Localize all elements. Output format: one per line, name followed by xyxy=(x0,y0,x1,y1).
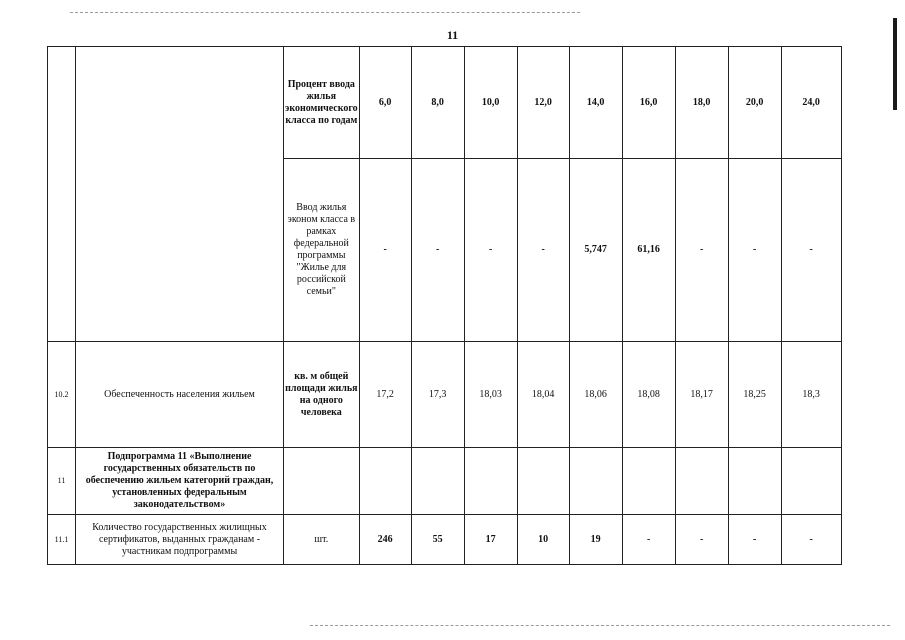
value-cell: 18,25 xyxy=(728,342,781,448)
value-cell: 24,0 xyxy=(781,47,841,159)
value-cell xyxy=(517,448,569,515)
value-cell: 14,0 xyxy=(569,47,622,159)
value-cell xyxy=(359,448,411,515)
value-cell: 17,2 xyxy=(359,342,411,448)
value-cell: 6,0 xyxy=(359,47,411,159)
page-number: 11 xyxy=(446,28,459,42)
table-row xyxy=(48,448,842,515)
table-row xyxy=(48,47,842,159)
unit-cell: шт. xyxy=(284,515,360,565)
value-cell: 18,08 xyxy=(622,342,675,448)
subprogram-title-cell: Подпрограмма 11 «Выполнение государственных обязательств по обеспечению жильем категорий граждан, установленных федеральным законодательством» xyxy=(76,448,284,515)
value-cell: 246 xyxy=(359,515,411,565)
value-cell: 16,0 xyxy=(622,47,675,159)
value-cell: - xyxy=(517,159,569,342)
row-number-cell xyxy=(48,47,76,342)
value-cell xyxy=(675,448,728,515)
value-cell: 18,06 xyxy=(569,342,622,448)
indicator-table xyxy=(47,46,842,565)
value-cell xyxy=(781,448,841,515)
value-cell: 18,04 xyxy=(517,342,569,448)
scan-artifact-top xyxy=(70,12,580,14)
value-cell: 10,0 xyxy=(464,47,517,159)
value-cell: 10 xyxy=(517,515,569,565)
value-cell: - xyxy=(728,159,781,342)
indicator-name-cell: Обеспеченность населения жильем xyxy=(76,342,284,448)
value-cell: 5,747 xyxy=(569,159,622,342)
value-cell: - xyxy=(781,159,841,342)
value-cell xyxy=(622,448,675,515)
value-cell: 17,3 xyxy=(411,342,464,448)
value-cell: - xyxy=(464,159,517,342)
value-cell: 18,0 xyxy=(675,47,728,159)
value-cell: - xyxy=(411,159,464,342)
row-number-cell: 11.1 xyxy=(48,515,76,565)
value-cell xyxy=(464,448,517,515)
value-cell: - xyxy=(675,159,728,342)
value-cell: 20,0 xyxy=(728,47,781,159)
value-cell: - xyxy=(781,515,841,565)
indicator-name-cell: Количество государственных жилищных сертификатов, выданных гражданам - участникам подпрограммы xyxy=(76,515,284,565)
value-cell: 61,16 xyxy=(622,159,675,342)
value-cell: - xyxy=(728,515,781,565)
unit-cell: Ввод жилья эконом класса в рамках федеральной программы "Жилье для российской семьи" xyxy=(284,159,360,342)
value-cell: - xyxy=(675,515,728,565)
value-cell: - xyxy=(359,159,411,342)
value-cell: 55 xyxy=(411,515,464,565)
indicator-name-cell xyxy=(76,47,284,342)
value-cell: 19 xyxy=(569,515,622,565)
value-cell: 8,0 xyxy=(411,47,464,159)
value-cell xyxy=(569,448,622,515)
value-cell: 17 xyxy=(464,515,517,565)
value-cell: - xyxy=(622,515,675,565)
scan-artifact-bottom xyxy=(310,625,890,627)
value-cell: 12,0 xyxy=(517,47,569,159)
unit-cell: Процент ввода жилья экономического класса по годам xyxy=(284,47,360,159)
table-row xyxy=(48,515,842,565)
unit-cell: кв. м общей площади жилья на одного человека xyxy=(284,342,360,448)
unit-cell xyxy=(284,448,360,515)
value-cell: 18,3 xyxy=(781,342,841,448)
value-cell xyxy=(728,448,781,515)
row-number-cell: 11 xyxy=(48,448,76,515)
table-row xyxy=(48,342,842,448)
value-cell: 18,17 xyxy=(675,342,728,448)
row-number-cell: 10.2 xyxy=(48,342,76,448)
value-cell: 18,03 xyxy=(464,342,517,448)
value-cell xyxy=(411,448,464,515)
